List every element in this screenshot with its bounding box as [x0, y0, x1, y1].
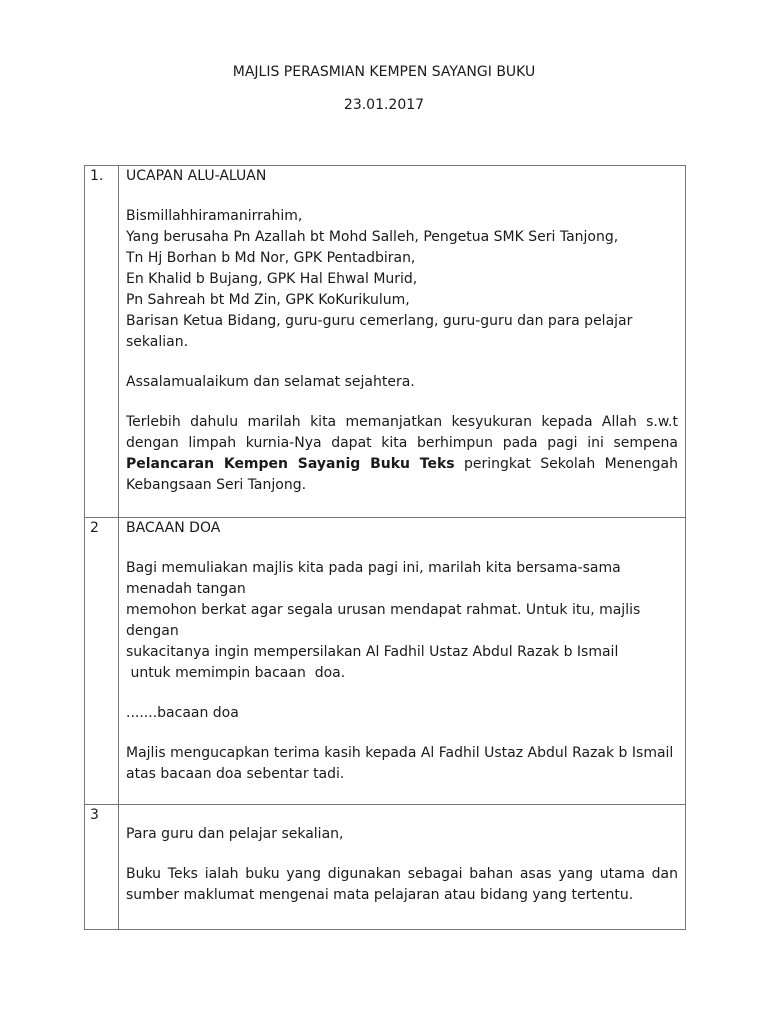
row-number: 3	[90, 807, 99, 823]
table-row	[85, 166, 686, 518]
document-title: MAJLIS PERASMIAN KEMPEN SAYANGI BUKU	[232, 64, 536, 80]
salutation-line: Bismillahhiramanirrahim,	[126, 208, 303, 224]
salutation-line: Yang berusaha Pn Azallah bt Mohd Salleh, Pengetua SMK Seri Tanjong,	[126, 229, 619, 245]
opening-text-start: Terlebih dahulu marilah kita memanjatkan kesyukuran kepada Allah s.w.t dengan limpah kurnia-Nya dapat kita berhimpun pada pagi ini sempena	[126, 414, 678, 451]
salutation-line: Barisan Ketua Bidang, guru-guru cemerlang, guru-guru dan para pelajar sekalian.	[126, 313, 633, 350]
row-number: 1.	[90, 168, 104, 184]
doa-line: untuk memimpin bacaan doa.	[126, 665, 346, 681]
row-content-cell	[119, 166, 686, 518]
greeting-text: Assalamualaikum dan selamat sejahtera.	[126, 374, 415, 390]
agenda-table	[84, 165, 686, 930]
doa-interlude: .......bacaan doa	[126, 705, 239, 721]
table-row	[85, 518, 686, 805]
doa-line: Bagi memuliakan majlis kita pada pagi ini, marilah kita bersama-sama menadah tangan	[126, 560, 621, 597]
section-heading: UCAPAN ALU-ALUAN	[126, 168, 267, 184]
address-text: Para guru dan pelajar sekalian,	[126, 826, 344, 842]
event-name: Pelancaran Kempen Sayanig Buku Teks	[126, 456, 455, 472]
textbook-paragraph: Buku Teks ialah buku yang digunakan sebagai bahan asas yang utama dan sumber maklumat mengenai mata pelajaran atau bidang yang tertentu.	[126, 866, 678, 903]
salutation-line: Tn Hj Borhan b Md Nor, GPK Pentadbiran,	[126, 250, 416, 266]
doa-line: sukacitanya ingin mempersilakan Al Fadhil Ustaz Abdul Razak b Ismail	[126, 644, 619, 660]
salutation-line: Pn Sahreah bt Md Zin, GPK KoKurikulum,	[126, 292, 410, 308]
opening-paragraph	[126, 412, 678, 496]
opening-text-end: peringkat Sekolah Menengah Kebangsaan Seri Tanjong.	[126, 456, 679, 493]
row-content-cell	[119, 805, 686, 930]
row-number-cell	[85, 805, 119, 930]
doa-line: memohon berkat agar segala urusan mendapat rahmat. Untuk itu, majlis dengan	[126, 602, 641, 639]
thanks-text: Majlis mengucapkan terima kasih kepada Al Fadhil Ustaz Abdul Razak b Ismail atas bacaan doa sebentar tadi.	[126, 745, 674, 782]
row-number-cell	[85, 518, 119, 805]
row-number-cell	[85, 166, 119, 518]
salutation-line: En Khalid b Bujang, GPK Hal Ehwal Murid,	[126, 271, 418, 287]
row-number: 2	[90, 520, 99, 536]
document-date: 23.01.2017	[343, 97, 425, 113]
row-content-cell	[119, 518, 686, 805]
table-row	[85, 805, 686, 930]
section-heading: BACAAN DOA	[126, 520, 221, 536]
